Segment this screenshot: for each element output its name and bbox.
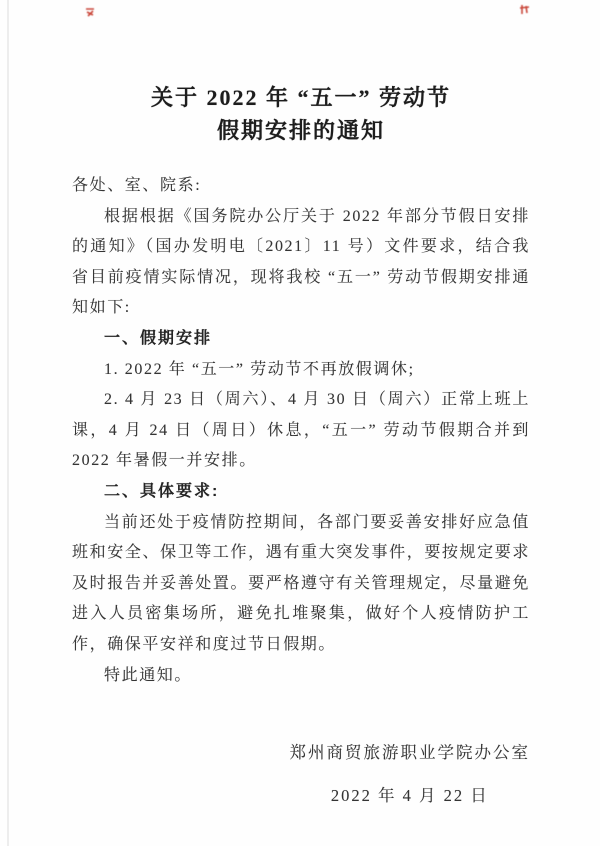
- signature-date: 2022 年 4 月 22 日: [330, 786, 489, 806]
- notice-title: [72, 81, 530, 147]
- notice-body: [72, 171, 530, 691]
- red-corner-mark-icon: [84, 6, 96, 18]
- section1-heading: 一、假期安排: [104, 329, 213, 347]
- closing-line: 特此通知。: [104, 666, 193, 684]
- notice-content: [0, 81, 600, 817]
- salutation: 各处、室、院系:: [72, 177, 202, 194]
- section2-body: 当前还处于疫情防控期间，各部门要妥善安排好应急值班和安全、保卫等工作，遇有重大突发事件，要按规定要求及时报告并妥善处置。要严格遵守有关管理规定，尽量避免进入人员密集场所，避免扎堆聚集，做好个人疫情防护工作，确保平安祥和度过节日假期。: [72, 513, 530, 653]
- intro-paragraph: 根据根据《国务院办公厅关于 2022 年部分节假日安排的通知》（国办发明电〔2021〕11 号）文件要求，结合我省目前疫情实际情况，现将我校 “五一” 劳动节假期安排通知如下:: [72, 207, 530, 317]
- signature-block: [72, 731, 530, 817]
- section1-item1: 1. 2022 年 “五一” 劳动节不再放假调休;: [104, 360, 415, 378]
- section2-heading: 二、具体要求:: [104, 482, 220, 500]
- section1-item2: 2. 4 月 23 日（周六）、4 月 30 日（周六）正常上班上课，4 月 24 日（周日）休息，“五一” 劳动节假期合并到 2022 年暑假一并安排。: [72, 391, 530, 470]
- signer-name: 郑州商贸旅游职业学院办公室: [289, 743, 530, 763]
- notice-title-line1: 关于 2022 年 “五一” 劳动节: [150, 85, 451, 110]
- notice-title-line2: 假期安排的通知: [216, 118, 385, 143]
- red-corner-mark-icon: [518, 4, 531, 16]
- signature-inner: [290, 731, 531, 817]
